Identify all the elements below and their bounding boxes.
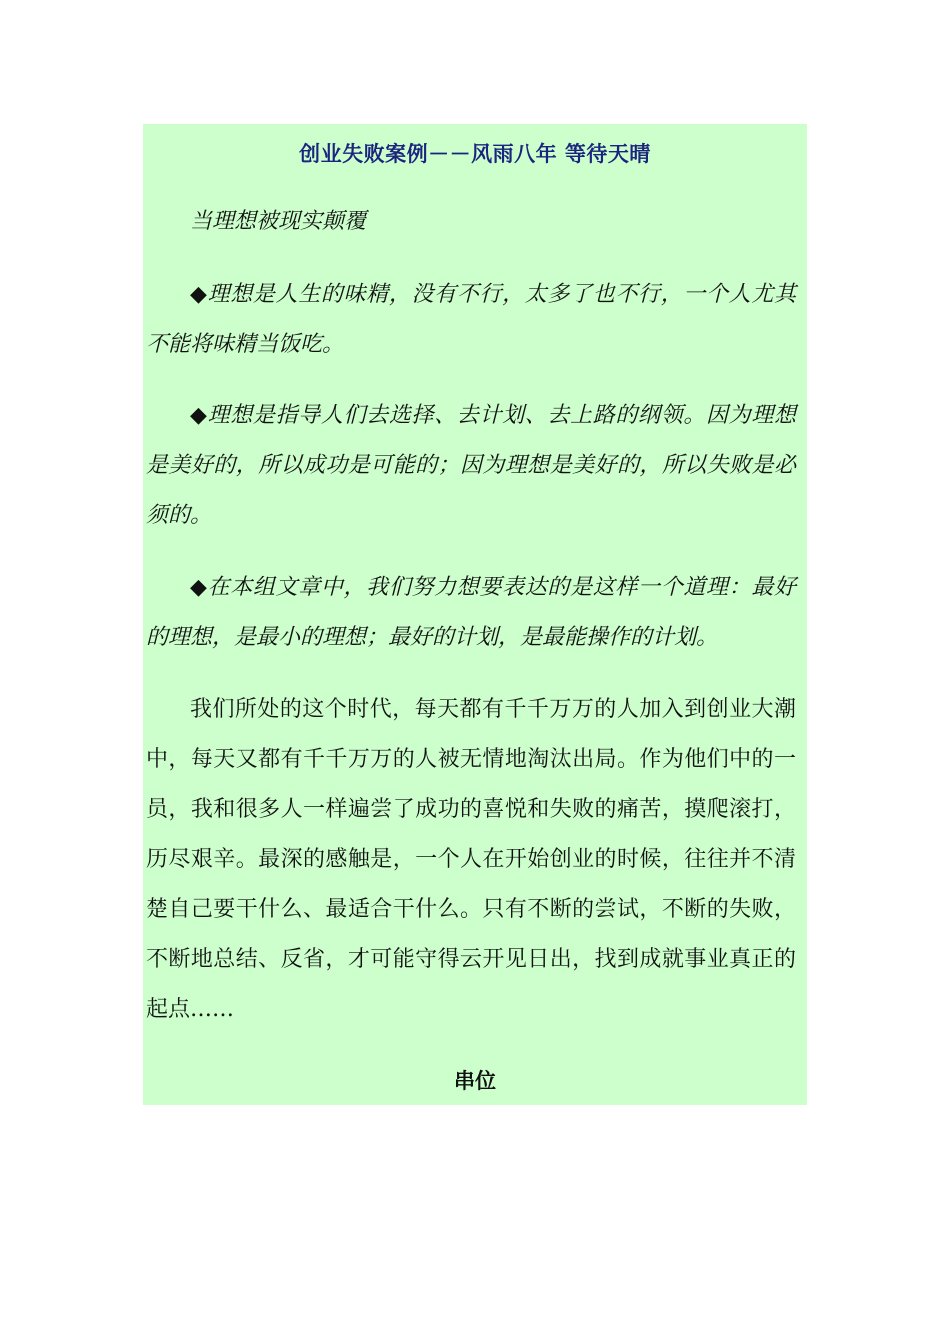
section-heading: 串位 bbox=[454, 1069, 496, 1093]
bullet-paragraph-2: ◆理想是指导人们去选择、去计划、去上路的纲领。因为理想是美好的，所以成功是可能的；因为理想是美好的，所以失败是必须的。 bbox=[146, 403, 796, 528]
bullet-paragraph-3: ◆在本组文章中，我们努力想要表达的是这样一个道理：最好的理想，是最小的理想；最好的计划，是最能操作的计划。 bbox=[146, 575, 796, 650]
article-panel bbox=[143, 124, 807, 1105]
article-title: 创业失败案例－－风雨八年 等待天晴 bbox=[299, 142, 651, 166]
article-subtitle: 当理想被现实颠覆 bbox=[190, 209, 367, 234]
body-paragraph: 我们所处的这个时代，每天都有千千万万的人加入到创业大潮中，每天又都有千千万万的人被无情地淘汰出局。作为他们中的一员，我和很多人一样遍尝了成功的喜悦和失败的痛苦，摸爬滚打，历尽艰辛。最深的感触是，一个人在开始创业的时候，往往并不清楚自己要干什么、最适合干什么。只有不断的尝试，不断的失败，不断地总结、反省，才可能守得云开见日出，找到成就事业真正的起点…… bbox=[146, 697, 796, 1022]
bullet-paragraph-1: ◆理想是人生的味精，没有不行，太多了也不行，一个人尤其不能将味精当饭吃。 bbox=[146, 282, 796, 357]
